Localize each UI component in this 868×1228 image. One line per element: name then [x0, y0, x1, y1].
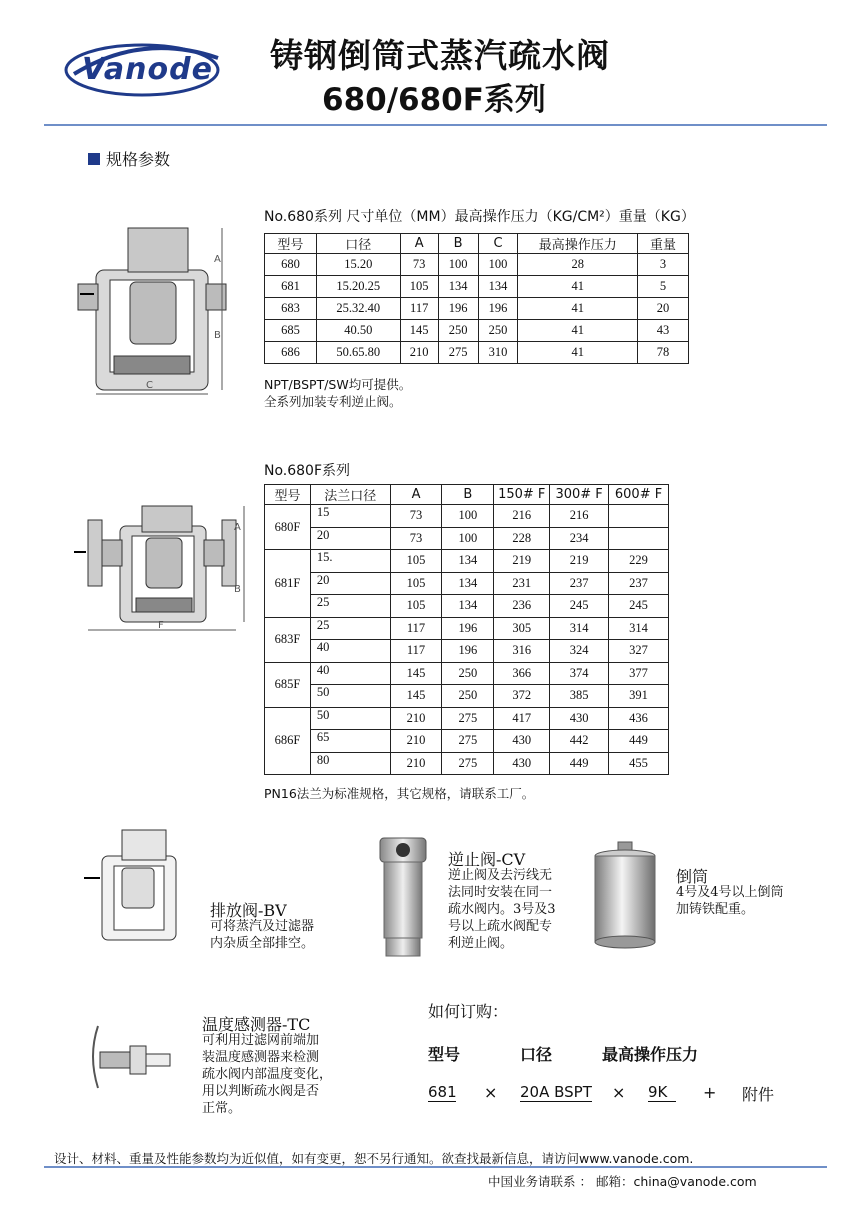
- table-cell: 134: [442, 572, 494, 595]
- table-cell: 196: [478, 298, 518, 320]
- inverted-bucket-icon: [592, 840, 658, 952]
- col-header: B: [438, 234, 478, 254]
- flanged-trap-cross-section-icon: [72, 498, 252, 638]
- table-cell: 374: [550, 662, 609, 685]
- table-cell: 234: [550, 527, 609, 550]
- footer-divider: [44, 1166, 827, 1168]
- table-680-note-2: 全系列加装专利逆止阀。: [264, 394, 402, 409]
- table-cell: 275: [438, 342, 478, 364]
- tc-desc-line: 正常。: [202, 1101, 242, 1116]
- table-row: [265, 550, 669, 573]
- table-cell: 229: [609, 550, 669, 573]
- table-cell: 686: [265, 342, 317, 364]
- table-row: [265, 320, 689, 342]
- table-row: [265, 730, 669, 753]
- table-cell: 145: [390, 685, 442, 708]
- col-header: A: [390, 485, 442, 505]
- table-cell: 15: [310, 505, 390, 528]
- model-cell: 680F: [265, 505, 311, 550]
- table-cell: [609, 527, 669, 550]
- section-label: 规格参数: [106, 150, 171, 169]
- tc-image: [84, 1016, 194, 1096]
- cv-desc-line: 号以上疏水阀配专: [448, 919, 553, 934]
- table-cell: 3: [638, 254, 689, 276]
- table-cell: 683: [265, 298, 317, 320]
- table-680f-note: PN16法兰为标准规格，其它规格，请联系工厂。: [264, 786, 535, 801]
- bucket-title: 倒筒: [676, 867, 709, 886]
- table-cell: 100: [478, 254, 518, 276]
- table-cell: 40: [310, 640, 390, 663]
- table-cell: 25.32.40: [316, 298, 400, 320]
- page-subtitle: 680/680F系列: [322, 82, 546, 118]
- col-header: 型号: [265, 485, 311, 505]
- table-row: [265, 752, 669, 775]
- footer-disclaimer: 设计、材料、重量及性能参数均为近似值，如有变更，恕不另行通知。欲查找最新信息，请访问www.vanode.com.: [54, 1151, 694, 1166]
- model-cell: 683F: [265, 617, 311, 662]
- table-680-note-1: NPT/BSPT/SW均可提供。: [264, 377, 412, 392]
- col-header: 口径: [316, 234, 400, 254]
- table-cell: 366: [494, 662, 550, 685]
- table-cell: 231: [494, 572, 550, 595]
- temperature-sensor-icon: [84, 1016, 194, 1096]
- table-cell: 134: [478, 276, 518, 298]
- table-cell: 100: [438, 254, 478, 276]
- table-cell: 105: [400, 276, 438, 298]
- order-times-1: ×: [484, 1083, 498, 1102]
- table-row: [265, 505, 669, 528]
- table-cell: 25: [310, 595, 390, 618]
- bv-image: [80, 826, 190, 946]
- trap-680-diagram: [74, 218, 234, 398]
- table-cell: 50: [310, 685, 390, 708]
- bucket-desc-line: 加铸铁配重。: [676, 902, 755, 917]
- table-cell: 50.65.80: [316, 342, 400, 364]
- table-cell: 430: [550, 707, 609, 730]
- order-example-size: 20A BSPT: [520, 1083, 592, 1101]
- table-cell: 327: [609, 640, 669, 663]
- cv-desc-line: 疏水阀内。3号及3: [448, 902, 556, 917]
- col-header: 300# F: [550, 485, 609, 505]
- table-cell: 442: [550, 730, 609, 753]
- bv-title: 排放阀-BV: [210, 901, 287, 920]
- table-680: [264, 233, 689, 364]
- order-example-addon: 附件: [742, 1085, 775, 1104]
- col-header: 最高操作压力: [518, 234, 638, 254]
- table-cell: 237: [550, 572, 609, 595]
- table-cell: 117: [390, 640, 442, 663]
- table-row: [265, 595, 669, 618]
- table-header-row: [265, 234, 689, 254]
- table-cell: 449: [609, 730, 669, 753]
- table-cell: 228: [494, 527, 550, 550]
- order-example-pressure: 9K: [648, 1083, 676, 1102]
- table-cell: 20: [310, 527, 390, 550]
- table-680-caption: No.680系列 尺寸单位（MM）最高操作压力（KG/CM²）重量（KG）: [264, 209, 695, 225]
- table-cell: 15.20.25: [316, 276, 400, 298]
- order-times-2: ×: [612, 1083, 626, 1102]
- table-cell: 105: [390, 595, 442, 618]
- table-680f: [264, 484, 669, 775]
- table-cell: 436: [609, 707, 669, 730]
- table-cell: 28: [518, 254, 638, 276]
- table-cell: 245: [609, 595, 669, 618]
- col-header: C: [478, 234, 518, 254]
- bv-desc-line: 内杂质全部排空。: [210, 936, 315, 951]
- col-header: 型号: [265, 234, 317, 254]
- col-header: 重量: [638, 234, 689, 254]
- tc-desc-line: 可利用过滤网前端加: [202, 1033, 320, 1048]
- table-cell: 685: [265, 320, 317, 342]
- table-row: [265, 685, 669, 708]
- col-header: 600# F: [609, 485, 669, 505]
- table-cell: 20: [310, 572, 390, 595]
- table-cell: 196: [442, 640, 494, 663]
- table-cell: 20: [638, 298, 689, 320]
- bv-desc: [210, 918, 314, 952]
- order-plus: +: [703, 1083, 717, 1102]
- cv-desc: [448, 867, 556, 952]
- order-title: 如何订购：: [428, 1002, 509, 1021]
- table-cell: 105: [390, 550, 442, 573]
- model-cell: 681F: [265, 550, 311, 618]
- tc-desc-line: 用以判断疏水阀是否: [202, 1084, 320, 1099]
- table-cell: 65: [310, 730, 390, 753]
- bucket-desc: [676, 884, 784, 918]
- logo: [62, 38, 222, 100]
- table-cell: 417: [494, 707, 550, 730]
- table-cell: 236: [494, 595, 550, 618]
- order-header-model: 型号: [428, 1045, 461, 1064]
- table-cell: 275: [442, 707, 494, 730]
- table-cell: 41: [518, 342, 638, 364]
- table-cell: 219: [550, 550, 609, 573]
- table-cell: 250: [442, 662, 494, 685]
- col-header: 150# F: [494, 485, 550, 505]
- table-cell: 391: [609, 685, 669, 708]
- table-cell: 134: [438, 276, 478, 298]
- table-cell: 100: [442, 505, 494, 528]
- table-cell: 117: [400, 298, 438, 320]
- table-row: [265, 254, 689, 276]
- table-cell: 237: [609, 572, 669, 595]
- table-cell: 50: [310, 707, 390, 730]
- dim-b-label: B: [234, 584, 241, 595]
- table-cell: 210: [390, 730, 442, 753]
- table-cell: 73: [400, 254, 438, 276]
- drain-valve-trap-icon: [80, 826, 190, 946]
- dim-a-label: A: [234, 522, 241, 533]
- table-row: [265, 342, 689, 364]
- table-cell: 250: [478, 320, 518, 342]
- order-header-pressure: 最高操作压力: [602, 1045, 699, 1064]
- table-cell: 78: [638, 342, 689, 364]
- table-cell: 105: [390, 572, 442, 595]
- order-example-model: 681: [428, 1083, 457, 1101]
- table-cell: 117: [390, 617, 442, 640]
- table-cell: 210: [390, 707, 442, 730]
- table-cell: 145: [400, 320, 438, 342]
- table-cell: 275: [442, 752, 494, 775]
- table-row: [265, 640, 669, 663]
- table-cell: 216: [550, 505, 609, 528]
- table-cell: 196: [438, 298, 478, 320]
- table-cell: 316: [494, 640, 550, 663]
- table-row: [265, 298, 689, 320]
- table-cell: 430: [494, 752, 550, 775]
- model-cell: 685F: [265, 662, 311, 707]
- table-cell: 5: [638, 276, 689, 298]
- table-cell: 250: [438, 320, 478, 342]
- table-row: [265, 707, 669, 730]
- dim-f-label: F: [158, 620, 164, 631]
- cv-desc-line: 逆止阀及去污线无: [448, 868, 553, 883]
- table-cell: 219: [494, 550, 550, 573]
- table-cell: 250: [442, 685, 494, 708]
- table-header-row: [265, 485, 669, 505]
- trap-cross-section-icon: [74, 218, 234, 398]
- table-cell: 430: [494, 730, 550, 753]
- bullet-square-icon: [88, 153, 100, 165]
- table-cell: 15.: [310, 550, 390, 573]
- logo-text: Vanode: [82, 52, 213, 87]
- cv-desc-line: 利逆止阀。: [448, 936, 514, 951]
- tc-desc: [202, 1032, 332, 1117]
- table-cell: 310: [478, 342, 518, 364]
- table-cell: 314: [550, 617, 609, 640]
- section-heading: [88, 147, 170, 170]
- dim-a-label: A: [214, 254, 221, 265]
- table-cell: 455: [609, 752, 669, 775]
- table-cell: 314: [609, 617, 669, 640]
- table-cell: 43: [638, 320, 689, 342]
- table-cell: 134: [442, 550, 494, 573]
- table-cell: 681: [265, 276, 317, 298]
- table-cell: 216: [494, 505, 550, 528]
- trap-680f-diagram: [72, 498, 252, 638]
- table-cell: 80: [310, 752, 390, 775]
- table-cell: 100: [442, 527, 494, 550]
- table-cell: 40.50: [316, 320, 400, 342]
- table-cell: 275: [442, 730, 494, 753]
- table-cell: 15.20: [316, 254, 400, 276]
- table-row: [265, 527, 669, 550]
- table-cell: 25: [310, 617, 390, 640]
- cv-title: 逆止阀-CV: [448, 850, 526, 869]
- footer-contact: 中国业务请联系 ： 邮箱：china@vanode.com: [488, 1174, 757, 1189]
- table-cell: 449: [550, 752, 609, 775]
- col-header: A: [400, 234, 438, 254]
- col-header: B: [442, 485, 494, 505]
- table-cell: [609, 505, 669, 528]
- table-cell: 41: [518, 298, 638, 320]
- tc-title: 温度感测器-TC: [202, 1015, 311, 1034]
- table-cell: 196: [442, 617, 494, 640]
- table-cell: 324: [550, 640, 609, 663]
- table-row: [265, 572, 669, 595]
- bucket-desc-line: 4号及4号以上倒筒: [676, 885, 784, 900]
- table-cell: 73: [390, 527, 442, 550]
- check-valve-icon: [372, 834, 434, 958]
- dim-c-label: C: [146, 380, 153, 391]
- table-cell: 41: [518, 320, 638, 342]
- table-row: [265, 276, 689, 298]
- table-cell: 145: [390, 662, 442, 685]
- page-title: 铸钢倒筒式蒸汽疏水阀: [270, 36, 610, 75]
- table-cell: 680: [265, 254, 317, 276]
- cv-image: [372, 834, 434, 958]
- table-cell: 305: [494, 617, 550, 640]
- table-cell: 40: [310, 662, 390, 685]
- table-cell: 41: [518, 276, 638, 298]
- model-cell: 686F: [265, 707, 311, 775]
- table-row: [265, 617, 669, 640]
- header-divider: [44, 124, 827, 126]
- table-cell: 210: [400, 342, 438, 364]
- tc-desc-line: 疏水阀内部温度变化，: [202, 1067, 333, 1082]
- table-cell: 134: [442, 595, 494, 618]
- tc-desc-line: 装温度感测器来检测: [202, 1050, 320, 1065]
- col-header: 法兰口径: [310, 485, 390, 505]
- order-header-size: 口径: [520, 1045, 553, 1064]
- table-row: [265, 662, 669, 685]
- table-cell: 210: [390, 752, 442, 775]
- table-cell: 372: [494, 685, 550, 708]
- cv-desc-line: 法同时安装在同一: [448, 885, 553, 900]
- table-680f-caption: No.680F系列: [264, 463, 351, 479]
- bucket-image: [592, 840, 658, 952]
- table-cell: 377: [609, 662, 669, 685]
- table-cell: 385: [550, 685, 609, 708]
- table-cell: 245: [550, 595, 609, 618]
- table-cell: 73: [390, 505, 442, 528]
- dim-b-label: B: [214, 330, 221, 341]
- bv-desc-line: 可将蒸汽及过滤器: [210, 919, 315, 934]
